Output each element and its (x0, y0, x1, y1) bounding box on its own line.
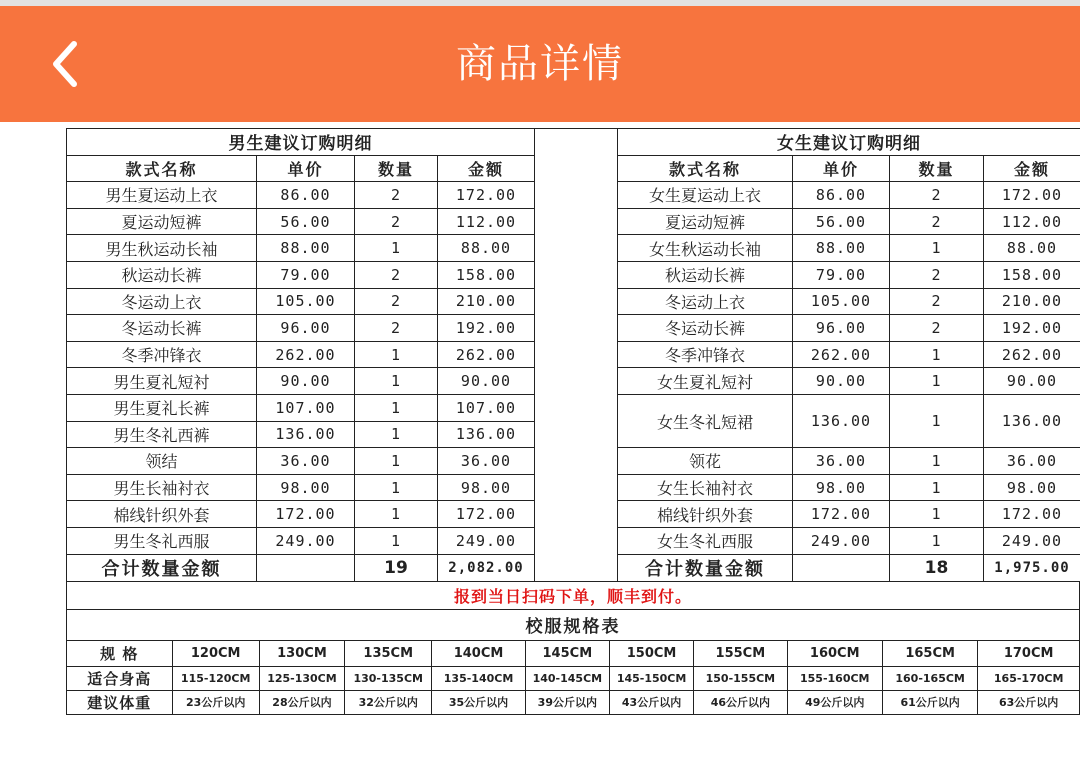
girls-item-name: 女生冬礼西服 (618, 527, 793, 554)
girls-item-price: 249.00 (793, 527, 890, 554)
boys-item-price: 136.00 (257, 421, 355, 448)
girls-item-name: 棉线针织外套 (618, 501, 793, 528)
girls-item-qty: 1 (890, 474, 984, 501)
weight-cell: 43公斤以内 (609, 690, 693, 714)
table-row (67, 208, 1080, 235)
size-row-label: 适合身高 (67, 666, 173, 690)
size-chart-row (67, 690, 1080, 714)
height-cell: 145-150CM (609, 666, 693, 690)
order-total-row (67, 554, 1080, 581)
girls-item-name: 秋运动长裤 (618, 261, 793, 288)
boys-item-price: 90.00 (257, 368, 355, 395)
table-gap (535, 368, 618, 395)
weight-cell: 61公斤以内 (882, 690, 977, 714)
girls-item-qty: 1 (890, 368, 984, 395)
girls-item-name: 夏运动短裤 (618, 208, 793, 235)
boys-column-header: 金额 (438, 155, 535, 182)
table-row (67, 261, 1080, 288)
size-cell: 170CM (978, 640, 1080, 666)
boys-column-header: 数量 (355, 155, 438, 182)
table-gap (535, 394, 618, 421)
girls-item-amount: 210.00 (984, 288, 1080, 315)
size-cell: 155CM (694, 640, 787, 666)
table-row (67, 315, 1080, 342)
girls-item-qty: 2 (890, 182, 984, 209)
boys-item-amount: 88.00 (438, 235, 535, 262)
boys-item-price: 86.00 (257, 182, 355, 209)
boys-item-name: 男生夏运动上衣 (67, 182, 257, 209)
boys-item-amount: 172.00 (438, 501, 535, 528)
size-cell: 140CM (432, 640, 525, 666)
boys-column-header: 单价 (257, 155, 355, 182)
girls-item-amount: 112.00 (984, 208, 1080, 235)
girls-item-name: 冬运动上衣 (618, 288, 793, 315)
boys-item-qty: 1 (355, 421, 438, 448)
boys-item-price: 79.00 (257, 261, 355, 288)
girls-item-name: 女生秋运动长袖 (618, 235, 793, 262)
girls-item-amount: 36.00 (984, 448, 1080, 475)
weight-cell: 35公斤以内 (432, 690, 525, 714)
girls-item-amount: 88.00 (984, 235, 1080, 262)
boys-item-qty: 1 (355, 448, 438, 475)
boys-item-price: 172.00 (257, 501, 355, 528)
boys-item-amount: 90.00 (438, 368, 535, 395)
boys-section-title: 男生建议订购明细 (67, 129, 535, 156)
girls-item-price: 56.00 (793, 208, 890, 235)
girls-item-amount: 158.00 (984, 261, 1080, 288)
boys-column-header: 款式名称 (67, 155, 257, 182)
girls-item-qty: 2 (890, 315, 984, 342)
boys-item-price: 105.00 (257, 288, 355, 315)
girls-total-qty: 18 (890, 554, 984, 581)
height-cell: 165-170CM (978, 666, 1080, 690)
girls-item-price: 98.00 (793, 474, 890, 501)
weight-cell: 63公斤以内 (978, 690, 1080, 714)
boys-item-name: 秋运动长裤 (67, 261, 257, 288)
girls-total-empty (793, 554, 890, 581)
boys-item-amount: 107.00 (438, 394, 535, 421)
boys-item-price: 98.00 (257, 474, 355, 501)
size-cell: 150CM (609, 640, 693, 666)
boys-item-qty: 1 (355, 368, 438, 395)
boys-item-amount: 112.00 (438, 208, 535, 235)
girls-total-amount: 1,975.00 (984, 554, 1080, 581)
height-cell: 140-145CM (525, 666, 609, 690)
girls-item-name: 领花 (618, 448, 793, 475)
boys-item-qty: 1 (355, 474, 438, 501)
boys-item-price: 107.00 (257, 394, 355, 421)
girls-item-price: 262.00 (793, 341, 890, 368)
girls-item-name: 冬运动长裤 (618, 315, 793, 342)
size-cell: 135CM (345, 640, 432, 666)
table-row (67, 448, 1080, 475)
boys-item-amount: 158.00 (438, 261, 535, 288)
girls-item-qty: 1 (890, 341, 984, 368)
boys-item-amount: 262.00 (438, 341, 535, 368)
table-gap (535, 129, 618, 156)
size-cell: 165CM (882, 640, 977, 666)
girls-item-price: 86.00 (793, 182, 890, 209)
table-gap (535, 527, 618, 554)
size-cell: 130CM (259, 640, 344, 666)
boys-item-amount: 36.00 (438, 448, 535, 475)
table-row (67, 527, 1080, 554)
size-cell: 145CM (525, 640, 609, 666)
girls-item-price: 96.00 (793, 315, 890, 342)
boys-item-amount: 249.00 (438, 527, 535, 554)
boys-item-qty: 1 (355, 501, 438, 528)
order-title-row (67, 129, 1080, 156)
size-chart-title: 校服规格表 (67, 610, 1080, 641)
girls-item-name: 女生夏运动上衣 (618, 182, 793, 209)
boys-item-name: 冬季冲锋衣 (67, 341, 257, 368)
boys-item-name: 男生秋运动长袖 (67, 235, 257, 262)
boys-item-amount: 210.00 (438, 288, 535, 315)
table-row (67, 182, 1080, 209)
size-row-label: 规 格 (67, 640, 173, 666)
girls-item-name: 女生夏礼短衬 (618, 368, 793, 395)
girls-item-amount: 136.00 (984, 394, 1080, 447)
height-cell: 135-140CM (432, 666, 525, 690)
table-row (67, 474, 1080, 501)
girls-item-price: 105.00 (793, 288, 890, 315)
girls-column-header: 单价 (793, 155, 890, 182)
girls-item-qty: 2 (890, 208, 984, 235)
boys-item-name: 男生夏礼短衬 (67, 368, 257, 395)
boys-item-qty: 1 (355, 527, 438, 554)
boys-item-qty: 1 (355, 235, 438, 262)
girls-item-qty: 1 (890, 501, 984, 528)
boys-item-qty: 2 (355, 261, 438, 288)
boys-item-amount: 172.00 (438, 182, 535, 209)
boys-item-amount: 136.00 (438, 421, 535, 448)
weight-cell: 49公斤以内 (787, 690, 882, 714)
girls-item-amount: 262.00 (984, 341, 1080, 368)
girls-item-name: 冬季冲锋衣 (618, 341, 793, 368)
table-gap (535, 421, 618, 448)
girls-item-qty: 1 (890, 527, 984, 554)
boys-item-name: 男生冬礼西服 (67, 527, 257, 554)
girls-column-header: 数量 (890, 155, 984, 182)
size-row-label: 建议体重 (67, 690, 173, 714)
girls-section-title: 女生建议订购明细 (618, 129, 1080, 156)
girls-item-amount: 90.00 (984, 368, 1080, 395)
girls-column-header: 款式名称 (618, 155, 793, 182)
boys-item-name: 冬运动上衣 (67, 288, 257, 315)
girls-item-amount: 172.00 (984, 182, 1080, 209)
boys-item-price: 88.00 (257, 235, 355, 262)
boys-item-price: 262.00 (257, 341, 355, 368)
height-cell: 130-135CM (345, 666, 432, 690)
table-row (67, 341, 1080, 368)
height-cell: 160-165CM (882, 666, 977, 690)
table-gap (535, 554, 618, 581)
order-table (66, 128, 1080, 582)
boys-total-amount: 2,082.00 (438, 554, 535, 581)
product-detail-image (66, 128, 1080, 726)
boys-item-price: 249.00 (257, 527, 355, 554)
size-cell: 160CM (787, 640, 882, 666)
boys-item-qty: 1 (355, 394, 438, 421)
table-gap (535, 261, 618, 288)
size-chart-table (66, 610, 1080, 715)
table-gap (535, 501, 618, 528)
table-gap (535, 474, 618, 501)
weight-cell: 39公斤以内 (525, 690, 609, 714)
girls-item-price: 36.00 (793, 448, 890, 475)
boys-item-price: 36.00 (257, 448, 355, 475)
girls-column-header: 金额 (984, 155, 1080, 182)
boys-item-name: 男生夏礼长裤 (67, 394, 257, 421)
girls-item-name: 女生冬礼短裙 (618, 394, 793, 447)
table-gap (535, 315, 618, 342)
girls-item-amount: 98.00 (984, 474, 1080, 501)
size-chart-row (67, 640, 1080, 666)
height-cell: 115-120CM (172, 666, 259, 690)
boys-item-amount: 192.00 (438, 315, 535, 342)
table-row (67, 501, 1080, 528)
order-header-row (67, 155, 1080, 182)
girls-item-price: 136.00 (793, 394, 890, 447)
boys-item-qty: 2 (355, 315, 438, 342)
boys-item-qty: 2 (355, 208, 438, 235)
table-row (67, 288, 1080, 315)
size-cell: 120CM (172, 640, 259, 666)
height-cell: 125-130CM (259, 666, 344, 690)
table-row (67, 368, 1080, 395)
girls-item-qty: 1 (890, 448, 984, 475)
weight-cell: 28公斤以内 (259, 690, 344, 714)
girls-item-amount: 172.00 (984, 501, 1080, 528)
boys-total-label: 合计数量金额 (67, 554, 257, 581)
boys-item-name: 男生冬礼西裤 (67, 421, 257, 448)
girls-item-price: 172.00 (793, 501, 890, 528)
boys-item-qty: 1 (355, 341, 438, 368)
weight-cell: 23公斤以内 (172, 690, 259, 714)
table-gap (535, 235, 618, 262)
boys-item-qty: 2 (355, 182, 438, 209)
girls-item-price: 90.00 (793, 368, 890, 395)
app-header (0, 6, 1080, 122)
boys-item-name: 夏运动短裤 (67, 208, 257, 235)
girls-item-amount: 249.00 (984, 527, 1080, 554)
table-gap (535, 288, 618, 315)
table-row (67, 235, 1080, 262)
girls-item-qty: 1 (890, 235, 984, 262)
notice-text: 报到当日扫码下单，顺丰到付。 (67, 582, 1080, 610)
girls-item-amount: 192.00 (984, 315, 1080, 342)
table-row (67, 394, 1080, 421)
girls-item-price: 79.00 (793, 261, 890, 288)
boys-item-name: 男生长袖衬衣 (67, 474, 257, 501)
weight-cell: 32公斤以内 (345, 690, 432, 714)
notice-table (66, 582, 1080, 610)
girls-total-label: 合计数量金额 (618, 554, 793, 581)
height-cell: 155-160CM (787, 666, 882, 690)
boys-item-price: 56.00 (257, 208, 355, 235)
boys-item-name: 冬运动长裤 (67, 315, 257, 342)
girls-item-qty: 2 (890, 261, 984, 288)
boys-item-qty: 2 (355, 288, 438, 315)
boys-item-price: 96.00 (257, 315, 355, 342)
boys-item-amount: 98.00 (438, 474, 535, 501)
table-gap (535, 155, 618, 182)
boys-item-name: 棉线针织外套 (67, 501, 257, 528)
girls-item-price: 88.00 (793, 235, 890, 262)
girls-item-qty: 1 (890, 394, 984, 447)
height-cell: 150-155CM (694, 666, 787, 690)
table-gap (535, 341, 618, 368)
boys-total-qty: 19 (355, 554, 438, 581)
table-gap (535, 448, 618, 475)
size-chart-row (67, 666, 1080, 690)
girls-item-qty: 2 (890, 288, 984, 315)
boys-item-name: 领结 (67, 448, 257, 475)
weight-cell: 46公斤以内 (694, 690, 787, 714)
table-gap (535, 208, 618, 235)
table-gap (535, 182, 618, 209)
girls-item-name: 女生长袖衬衣 (618, 474, 793, 501)
boys-total-empty (257, 554, 355, 581)
page-title: 商品详情 (456, 41, 624, 87)
